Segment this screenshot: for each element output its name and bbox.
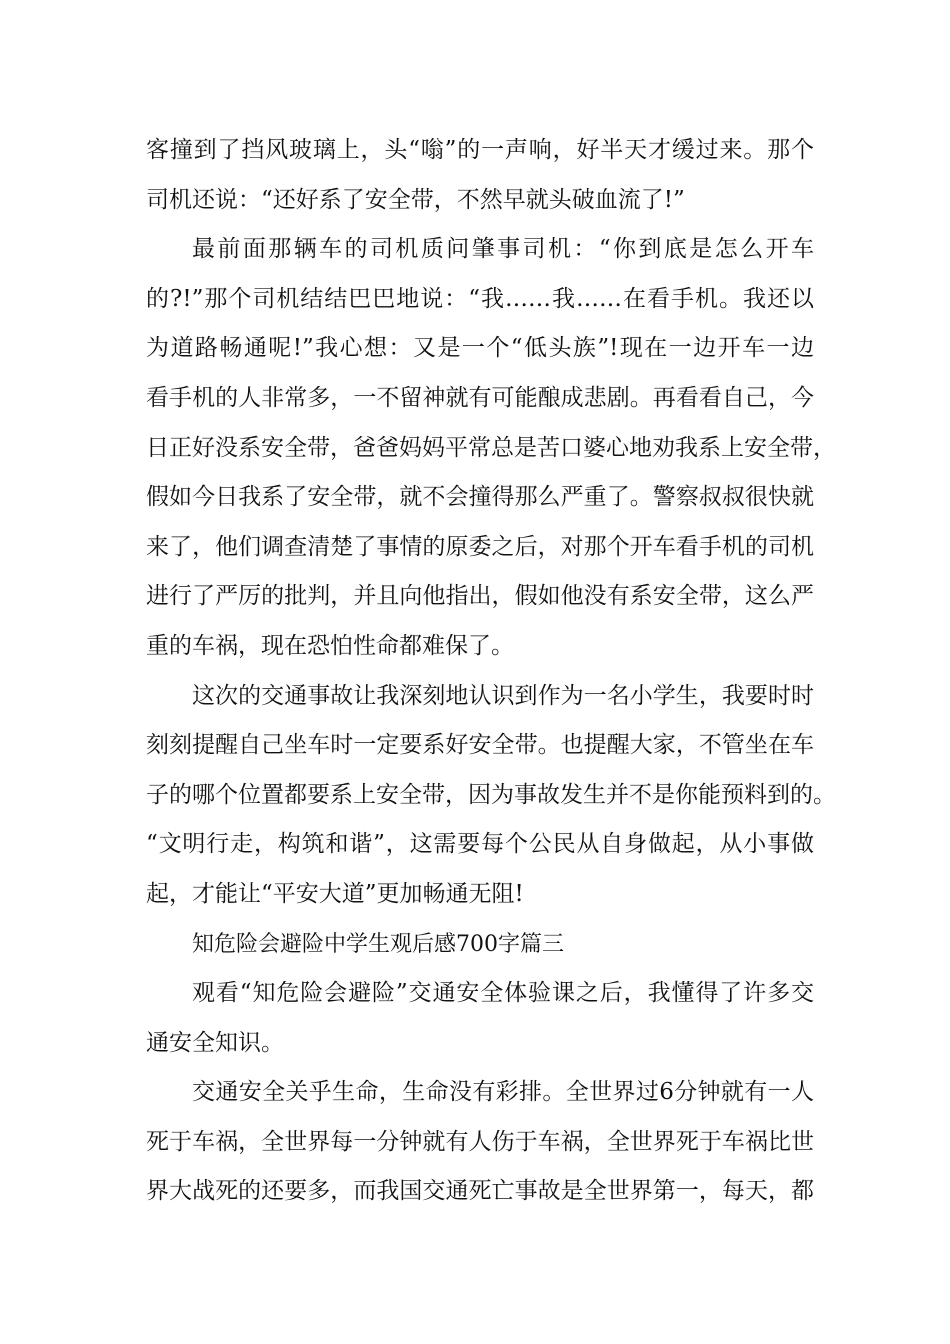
text-line: 死于车祸，全世界每一分钟就有人伤于车祸，全世界死于车祸比世 xyxy=(146,1128,814,1155)
text-line: “文明行走，构筑和谐”，这需要每个公民从自身做起，从小事做 xyxy=(146,831,814,858)
text-line: 看手机的人非常多，一不留神就有可能酿成悲剧。再看看自己，今 xyxy=(146,384,814,411)
text-line: 为道路畅通呢!”我心想：又是一个“低头族”!现在一边开车一边 xyxy=(146,335,814,362)
text-line: 假如今日我系了安全带，就不会撞得那么严重了。警察叔叔很快就 xyxy=(146,484,814,511)
text-line: 起，才能让“平安大道”更加畅通无阻! xyxy=(146,880,524,907)
text-line: 最前面那辆车的司机质问肇事司机：“你到底是怎么开车 xyxy=(192,236,814,263)
text-line: 通安全知识。 xyxy=(146,1029,284,1056)
text-line: 重的车祸，现在恐怕性命都难保了。 xyxy=(146,632,514,659)
text-line: 这次的交通事故让我深刻地认识到作为一名小学生，我要时时 xyxy=(192,682,814,709)
text-line: 界大战死的还要多，而我国交通死亡事故是全世界第一，每天，都 xyxy=(146,1178,814,1205)
document-body xyxy=(146,126,836,1217)
text-line: 客撞到了挡风玻璃上，头“嗡”的一声响，好半天才缓过来。那个 xyxy=(146,137,814,163)
text-line: 交通安全关乎生命，生命没有彩排。全世界过6分钟就有一人 xyxy=(192,1079,814,1106)
text-line: 司机还说：“还好系了安全带，不然早就头破血流了!” xyxy=(146,186,685,213)
text-line: 刻刻提醒自己坐车时一定要系好安全带。也提醒大家，不管坐在车 xyxy=(146,732,814,759)
text-line: 日正好没系安全带，爸爸妈妈平常总是苦口婆心地劝我系上安全带， xyxy=(146,434,836,461)
section-heading: 知危险会避险中学生观后感700字篇三 xyxy=(192,931,564,957)
text-line: 进行了严厉的批判，并且向他指出，假如他没有系安全带，这么严 xyxy=(146,583,814,610)
text-line: 观看“知危险会避险”交通安全体验课之后，我懂得了许多交 xyxy=(192,980,814,1007)
text-line: 来了，他们调查清楚了事情的原委之后，对那个开车看手机的司机 xyxy=(146,533,814,560)
text-line: 的?!”那个司机结结巴巴地说：“我……我……在看手机。我还以 xyxy=(146,285,814,312)
text-line: 子的哪个位置都要系上安全带，因为事故发生并不是你能预料到的。 xyxy=(146,781,836,808)
